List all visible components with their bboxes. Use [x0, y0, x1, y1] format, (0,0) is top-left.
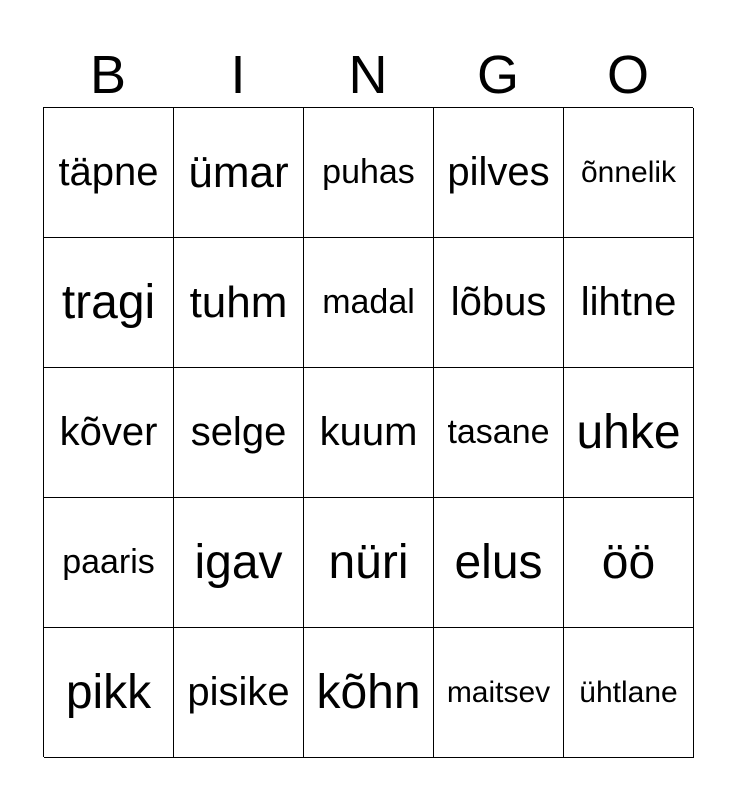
bingo-cell[interactable]: pikk — [44, 628, 174, 758]
bingo-cell[interactable]: igav — [174, 498, 304, 628]
bingo-cell[interactable]: kõhn — [304, 628, 434, 758]
header-letter-g: G — [476, 45, 519, 105]
bingo-grid — [43, 107, 693, 757]
bingo-cell[interactable]: tasane — [434, 368, 564, 498]
bingo-cell[interactable]: puhas — [304, 108, 434, 238]
bingo-cell[interactable]: madal — [304, 238, 434, 368]
header-letter-b: B — [89, 45, 127, 105]
bingo-cell[interactable]: õnnelik — [564, 108, 694, 238]
bingo-cell[interactable]: tuhm — [174, 238, 304, 368]
bingo-cell[interactable]: tragi — [44, 238, 174, 368]
bingo-cell[interactable]: maitsev — [434, 628, 564, 758]
bingo-cell[interactable]: elus — [434, 498, 564, 628]
bingo-cell[interactable]: ühtlane — [564, 628, 694, 758]
bingo-cell[interactable]: kõver — [44, 368, 174, 498]
bingo-cell[interactable]: selge — [174, 368, 304, 498]
bingo-cell[interactable]: täpne — [44, 108, 174, 238]
bingo-header — [43, 42, 693, 108]
bingo-cell[interactable]: nüri — [304, 498, 434, 628]
bingo-cell[interactable]: paaris — [44, 498, 174, 628]
bingo-cell[interactable]: lihtne — [564, 238, 694, 368]
header-letter-n: N — [348, 45, 388, 105]
bingo-cell[interactable]: kuum — [304, 368, 434, 498]
bingo-cell[interactable]: ümar — [174, 108, 304, 238]
bingo-cell[interactable]: öö — [564, 498, 694, 628]
bingo-cell[interactable]: pisike — [174, 628, 304, 758]
header-letter-o: O — [606, 45, 649, 105]
header-letter-i: I — [230, 45, 246, 105]
bingo-cell[interactable]: uhke — [564, 368, 694, 498]
bingo-cell[interactable]: pilves — [434, 108, 564, 238]
bingo-cell[interactable]: lõbus — [434, 238, 564, 368]
